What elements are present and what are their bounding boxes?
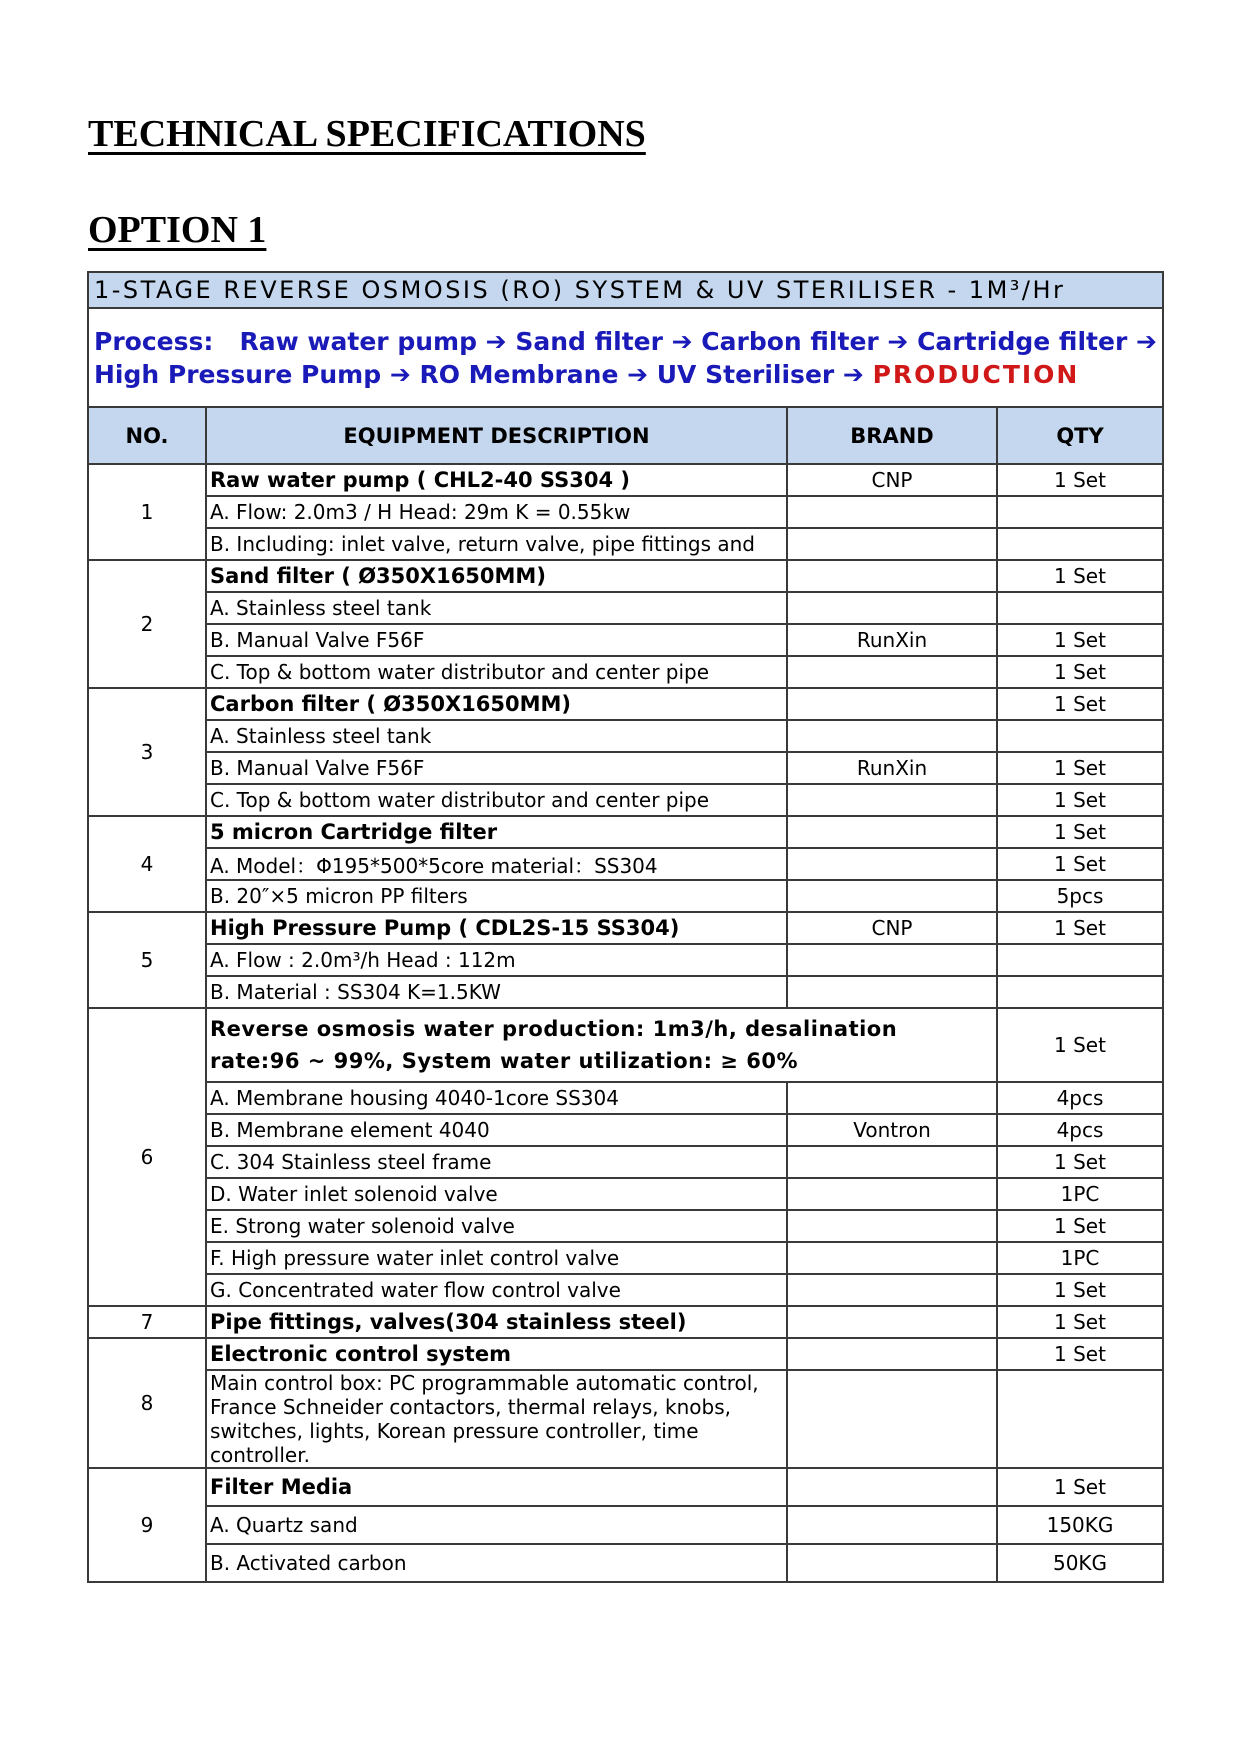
table-row — [88, 496, 1163, 528]
item-qty — [997, 1370, 1163, 1468]
item-description: G. Concentrated water flow control valve — [206, 1274, 787, 1306]
item-number: 7 — [88, 1306, 206, 1338]
item-title: Pipe fittings, valves(304 stainless steel) — [206, 1306, 787, 1338]
table-row — [88, 624, 1163, 656]
item-qty: 1 Set — [997, 688, 1163, 720]
table-row — [88, 1242, 1163, 1274]
table-row — [88, 1274, 1163, 1306]
item-qty: 1 Set — [997, 752, 1163, 784]
table-row — [88, 560, 1163, 592]
item-brand — [787, 1274, 997, 1306]
item-main-description: Reverse osmosis water production: 1m3/h, desalination rate:96 ~ 99%, System water utilization: ≥ 60% — [206, 1008, 997, 1082]
item-brand — [787, 1178, 997, 1210]
item-qty: 1 Set — [997, 1306, 1163, 1338]
item-brand — [787, 1146, 997, 1178]
item-number: 2 — [88, 560, 206, 688]
table-row — [88, 688, 1163, 720]
table-row — [88, 1008, 1163, 1082]
system-title: 1-STAGE REVERSE OSMOSIS (RO) SYSTEM & UV STERILISER - 1M³/Hr — [88, 272, 1163, 308]
item-brand — [787, 784, 997, 816]
item-title: Raw water pump ( CHL2-40 SS304 ) — [206, 464, 787, 496]
item-title: Electronic control system — [206, 1338, 787, 1370]
item-title: High Pressure Pump ( CDL2S-15 SS304) — [206, 912, 787, 944]
item-description: A. Stainless steel tank — [206, 592, 787, 624]
item-brand: RunXin — [787, 752, 997, 784]
table-row — [88, 1178, 1163, 1210]
item-description: D. Water inlet solenoid valve — [206, 1178, 787, 1210]
table-row — [88, 720, 1163, 752]
table-row — [88, 880, 1163, 912]
item-brand — [787, 1338, 997, 1370]
spec-table-body — [88, 272, 1163, 1582]
item-description: A. Flow : 2.0m³/h Head : 112m — [206, 944, 787, 976]
item-brand — [787, 1210, 997, 1242]
process-production: PRODUCTION — [872, 359, 1080, 389]
item-brand — [787, 496, 997, 528]
item-qty: 1 Set — [997, 560, 1163, 592]
item-brand — [787, 1468, 997, 1506]
item-qty — [997, 720, 1163, 752]
item-number: 5 — [88, 912, 206, 1008]
item-description: A. Quartz sand — [206, 1506, 787, 1544]
item-qty — [997, 592, 1163, 624]
page-heading: TECHNICAL SPECIFICATIONS — [88, 113, 646, 155]
item-title: Sand filter ( Ø350X1650MM) — [206, 560, 787, 592]
item-brand — [787, 944, 997, 976]
item-description: B. 20″×5 micron PP filters — [206, 880, 787, 912]
system-title-row — [88, 272, 1163, 308]
column-header-row — [88, 407, 1163, 464]
item-brand — [787, 1242, 997, 1274]
item-brand — [787, 1544, 997, 1582]
item-brand — [787, 880, 997, 912]
item-brand: CNP — [787, 912, 997, 944]
item-brand — [787, 688, 997, 720]
process-line-1: Raw water pump ➔ Sand filter ➔ Carbon filter ➔ Cartridge filter ➔ — [239, 326, 1157, 356]
item-description: B. Manual Valve F56F — [206, 752, 787, 784]
table-row — [88, 784, 1163, 816]
item-description: A. Model：Φ195*500*5core material：SS304 — [206, 848, 787, 880]
item-qty: 1 Set — [997, 1008, 1163, 1082]
process-flow — [88, 308, 1163, 407]
table-row — [88, 1210, 1163, 1242]
table-row — [88, 1338, 1163, 1370]
table-row — [88, 976, 1163, 1008]
item-description: A. Stainless steel tank — [206, 720, 787, 752]
option-heading: OPTION 1 — [88, 209, 267, 251]
table-row — [88, 656, 1163, 688]
table-row — [88, 1114, 1163, 1146]
item-brand — [787, 1370, 997, 1468]
process-label: Process: — [94, 326, 214, 356]
item-number: 1 — [88, 464, 206, 560]
item-title: 5 micron Cartridge filter — [206, 816, 787, 848]
item-description: C. Top & bottom water distributor and center pipe — [206, 656, 787, 688]
table-row — [88, 752, 1163, 784]
item-brand — [787, 592, 997, 624]
item-description: C. Top & bottom water distributor and center pipe — [206, 784, 787, 816]
item-brand: CNP — [787, 464, 997, 496]
item-qty: 1 Set — [997, 816, 1163, 848]
item-brand: Vontron — [787, 1114, 997, 1146]
table-row — [88, 1506, 1163, 1544]
item-qty: 50KG — [997, 1544, 1163, 1582]
item-description: B. Membrane element 4040 — [206, 1114, 787, 1146]
table-row — [88, 1468, 1163, 1506]
process-row — [88, 308, 1163, 407]
item-brand — [787, 528, 997, 560]
item-title: Filter Media — [206, 1468, 787, 1506]
item-qty: 1 Set — [997, 1210, 1163, 1242]
item-brand — [787, 1082, 997, 1114]
item-number: 3 — [88, 688, 206, 816]
item-qty — [997, 976, 1163, 1008]
item-brand — [787, 720, 997, 752]
item-description: B. Activated carbon — [206, 1544, 787, 1582]
item-qty: 1PC — [997, 1178, 1163, 1210]
item-brand — [787, 560, 997, 592]
item-brand — [787, 816, 997, 848]
item-brand — [787, 848, 997, 880]
item-qty: 1 Set — [997, 784, 1163, 816]
item-qty: 1PC — [997, 1242, 1163, 1274]
table-row — [88, 912, 1163, 944]
column-header-no: NO. — [88, 407, 206, 464]
table-row — [88, 816, 1163, 848]
item-qty: 4pcs — [997, 1082, 1163, 1114]
process-line-2: High Pressure Pump ➔ RO Membrane ➔ UV Steriliser ➔ — [94, 359, 864, 389]
table-row — [88, 464, 1163, 496]
table-row — [88, 1082, 1163, 1114]
item-description: A. Membrane housing 4040-1core SS304 — [206, 1082, 787, 1114]
item-number: 9 — [88, 1468, 206, 1582]
item-number: 6 — [88, 1008, 206, 1306]
item-number: 4 — [88, 816, 206, 912]
column-header-brand: BRAND — [787, 407, 997, 464]
table-row — [88, 528, 1163, 560]
item-number: 8 — [88, 1338, 206, 1468]
item-brand — [787, 1306, 997, 1338]
item-qty — [997, 944, 1163, 976]
item-description: E. Strong water solenoid valve — [206, 1210, 787, 1242]
table-row — [88, 1146, 1163, 1178]
item-note: Main control box: PC programmable automatic control, France Schneider contactors, thermal relays, knobs, switches, lights, Korean pressure controller, time controller. — [206, 1370, 787, 1468]
item-brand — [787, 656, 997, 688]
table-row — [88, 1370, 1163, 1468]
item-qty — [997, 528, 1163, 560]
column-header-qty: QTY — [997, 407, 1163, 464]
item-description: B. Material : SS304 K=1.5KW — [206, 976, 787, 1008]
item-description: F. High pressure water inlet control valve — [206, 1242, 787, 1274]
column-header-description: EQUIPMENT DESCRIPTION — [206, 407, 787, 464]
item-brand: RunXin — [787, 624, 997, 656]
item-description: A. Flow: 2.0m3 / H Head: 29m K = 0.55kw — [206, 496, 787, 528]
table-row — [88, 848, 1163, 880]
item-description: C. 304 Stainless steel frame — [206, 1146, 787, 1178]
item-qty: 1 Set — [997, 1146, 1163, 1178]
item-qty: 1 Set — [997, 848, 1163, 880]
table-row — [88, 1306, 1163, 1338]
item-qty: 1 Set — [997, 1338, 1163, 1370]
item-qty: 1 Set — [997, 624, 1163, 656]
item-description: B. Manual Valve F56F — [206, 624, 787, 656]
item-title: Carbon filter ( Ø350X1650MM) — [206, 688, 787, 720]
item-qty: 1 Set — [997, 1274, 1163, 1306]
table-row — [88, 944, 1163, 976]
item-brand — [787, 1506, 997, 1544]
item-brand — [787, 976, 997, 1008]
item-description: B. Including: inlet valve, return valve, pipe fittings and — [206, 528, 787, 560]
item-qty: 1 Set — [997, 1468, 1163, 1506]
table-row — [88, 1544, 1163, 1582]
item-qty: 150KG — [997, 1506, 1163, 1544]
item-qty: 4pcs — [997, 1114, 1163, 1146]
spec-table — [87, 271, 1164, 1583]
item-qty: 1 Set — [997, 912, 1163, 944]
item-qty: 1 Set — [997, 464, 1163, 496]
item-qty: 5pcs — [997, 880, 1163, 912]
table-row — [88, 592, 1163, 624]
item-qty — [997, 496, 1163, 528]
item-qty: 1 Set — [997, 656, 1163, 688]
